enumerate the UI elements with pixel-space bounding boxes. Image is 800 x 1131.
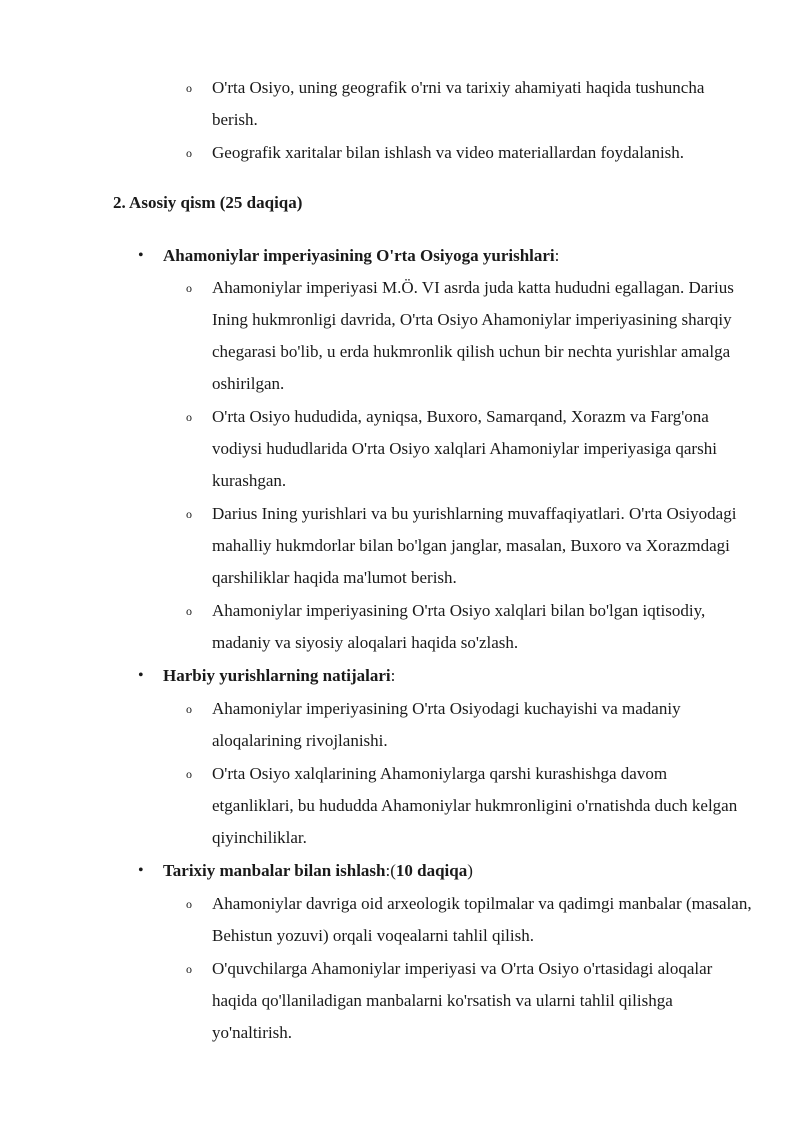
sub-marker: o [186,702,192,716]
sub-marker: o [186,81,192,95]
sub-marker: o [186,410,192,424]
list-item: Ahamoniylar davriga oid arxeologik topilmalar va qadimgi manbalar (masalan, Behistun yozuvi) orqali voqealarni tahlil qilish. [212,894,752,945]
section-heading: 2. Asosiy qism (25 daqiqa) [113,193,303,212]
bullet-title: Harbiy yurishlarning natijalari [163,666,391,685]
sub-marker: o [186,281,192,295]
sub-marker: o [186,604,192,618]
bullet-marker: • [138,667,144,684]
bullet-marker: • [138,247,144,264]
list-item: O'quvchilarga Ahamoniylar imperiyasi va O'rta Osiyo o'rtasidagi aloqalar haqida qo'llaniladigan manbalarni ko'rsatish va ularni tahlil qilishga yo'naltirish. [212,959,713,1042]
sub-marker: o [186,507,192,521]
list-item: Ahamoniylar imperiyasining O'rta Osiyodagi kuchayishi va madaniy aloqalarining rivojlanishi. [212,699,681,750]
list-item: Darius Ining yurishlari va bu yurishlarning muvaffaqiyatlari. O'rta Osiyodagi mahalliy hukmdorlar bilan bo'lgan janglar, masalan, Buxoro va Xorazmdagi qarshiliklar haqida ma'lumot berish. [212,504,737,587]
bullet-time: 10 daqiqa [395,861,468,880]
bullet-colon: :( [385,861,396,880]
list-item: O'rta Osiyo hududida, ayniqsa, Buxoro, Samarqand, Xorazm va Farg'ona vodiysi hududlarida O'rta Osiyo xalqlari Ahamoniylar imperiyasiga qarshi kurashgan. [212,407,717,490]
bullet-suffix: : [390,666,396,685]
sub-marker: o [186,146,192,160]
sub-marker: o [186,767,192,781]
intro-item-2: Geografik xaritalar bilan ishlash va video materiallardan foydalanish. [212,143,685,162]
bullet-title: Tarixiy manbalar bilan ishlash [163,861,386,880]
list-item: Ahamoniylar imperiyasi M.Ö. VI asrda juda katta hududni egallagan. Darius Ining hukmronligi davrida, O'rta Osiyo Ahamoniylar imperiyasining sharqiy chegarasi bo'lib, u erda hukmronlik qilish uchun bir nechta yurishlar amalga oshirilgan. [212,278,734,393]
intro-item-1: O'rta Osiyo, uning geografik o'rni va tarixiy ahamiyati haqida tushuncha berish. [212,78,705,129]
bullet-close: ) [467,861,473,880]
bullet-suffix: : [554,246,560,265]
bullet-title: Ahamoniylar imperiyasining O'rta Osiyoga yurishlari [163,246,555,265]
list-item: Ahamoniylar imperiyasining O'rta Osiyo xalqlari bilan bo'lgan iqtisodiy, madaniy va siyosiy aloqalari haqida so'zlash. [212,601,706,652]
list-item: O'rta Osiyo xalqlarining Ahamoniylarga qarshi kurashishga davom etganliklari, bu hududda Ahamoniylar hukmronligini o'rnatishda duch kelgan qiyinchiliklar. [212,764,738,847]
sub-marker: o [186,897,192,911]
sub-marker: o [186,962,192,976]
bullet-marker: • [138,862,144,879]
